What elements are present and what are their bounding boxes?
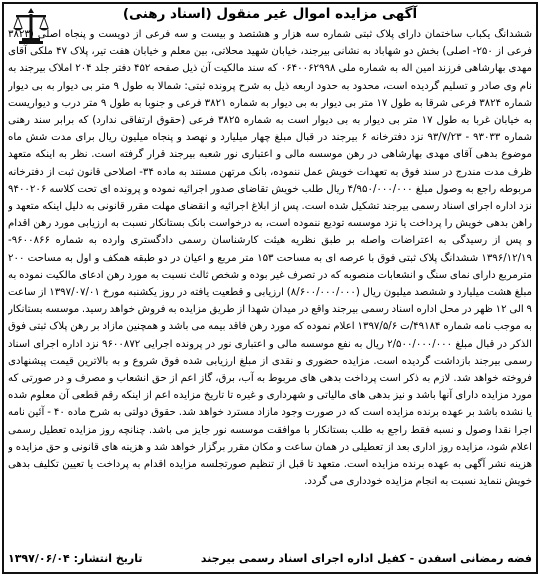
signature: فضه رمضانی اسفدن - کفیل اداره اجرای اسناد رسمی بیرجند <box>200 551 532 565</box>
notice-title: آگهی مزایده اموال غیر منقول (اسناد رهنی) <box>122 6 418 22</box>
notice-body: ششدانگ یکباب ساختمان دارای پلاک ثبتی شماره سه هزار و هشتصد و بیست و سه فرعی از دویست و پنجاه اصلی (۳۸۲۳ فرعی از ۲۵۰- اصلی) بخش دو شهاباد به نشانی بیرجند، خیابان شهید محلاتی، بین معلم و خیابان هفت تیر، پلاک ۴۷ ملکی آقای مهدی بهارشاهی فرزند امین اله به شماره ملی ۰۶۴۰۰۶۲۹۹۸ که سند مالکیت آن ذیل صفحه ۴۵۲ دفتر جلد ۲۰۴ املاک بیرجند به نام وی صادر و تسلیم گردیده است، محدود به حدود اربعه ذیل به شرح پرونده ثبتی: شمالا به طول ۹ متر بی دیوار به بی دیوار شماره ۳۸۲۴ فرعی شرقا به طول ۱۷ متر بی دیوار به بی دیوار به شماره ۳۸۲۱ فرعی و جنوبا به طول ۹ متر درب و دیواریست به خیابان غربا به طول ۱۷ متر بی دیوار به بی دیوار است به شماره ۳۸۲۵ فرعی (حقوق ارتفاقی ندارد) که برابر سند رهنی شماره ۹۳۰۳۳ - ۹۳/۷/۲۳ نزد دفترخانه ۶ بیرجند در قبال مبلغ چهار میلیارد و نهصد و پنجاه میلیون ریال برای مدت شش ماه موضوع بدهی آقای مهدی بهارشاهی در رهن موسسه مالی و اعتباری نور شعبه بیرجند قرار گرفته است. نظر به اینکه متعهد ظرف مدت مندرج در سند فوق به تعهدات خویش عمل ننموده، بانک مرتهن مستند به ماده ۳۴- اصلاحی قانون ثبت از دفترخانه مربوطه راجع به وصول مبلغ ۴/۹۵۰/۰۰۰/۰۰۰ ریال طلب خویش تقاضای صدور اجرائیه نموده و پرونده ای تحت کلاسه ۹۴۰۰۲۰۶ نزد اداره اجرای اسناد رسمی بیرجند تشکیل شده است. پس از ابلاغ اجرائیه و انقضای مهلت مقرر قانونی به دلیل اینکه متعهد و راهن بدهی خویش را پرداخت یا نزد موسسه تودیع ننموده است، به درخواست بانک بستانکار نسبت به ارزیابی مورد رهن اقدام و پس از رسیدگی به اعتراضات واصله بر طبق نظریه هیئت کارشناسان رسمی دادگستری وارده به شماره ۹۶۰۰۸۶۶- ۱۳۹۶/۱۲/۱۹ ششدانگ پلاک ثبتی فوق با عرصه ای به مساحت ۱۵۳ متر مربع و اعیان در دو طبقه همکف و اول به مساحت ۲۰۰ مترمربع دارای نمای سنگ و انشعابات منصوبه که در تصرف غیر بوده و شخص ثالث نسبت به مورد رهن ادعای مالکیت نموده به مبلغ هشت میلیارد و ششصد میلیون ریال (۸/۶۰۰/۰۰۰/۰۰۰) ارزیابی و قطعیت یافته در روز یکشنبه مورخ ۱۳۹۷/۰۷/۰۱ از ساعت ۹ الی ۱۲ ظهر در محل اداره اسناد رسمی بیرجند واقع در میدان شهدا از طریق مزایده به فروش خواهد رسید. موسسه بستانکار به موجب نامه شماره ۴۹۱۸۴/ت ۱۳۹۷/۵/۶ اعلام نموده که مورد رهن فاقد بیمه می باشد و همچنین مازاد بر رهن پلاک ثبتی فوق الذکر در قبال مبلغ ۲/۵۰۰/۰۰۰/۰۰۰ ریال به نفع موسسه مالی و اعتباری نور در پرونده اجرایی ۹۶۰۰۸۷۲ نزد اداره اجرای اسناد رسمی بیرجند بازداشت گردیده است. مزایده حضوری و نقدی از مبلغ ارزیابی شده فوق شروع و به بالاترین قیمت پیشنهادی فروخته خواهد شد. لازم به ذکر است پرداخت بدهی های مربوط به آب، برق، گاز اعم از حق انشعاب و مصرف و در صورتی که مورد مزایده دارای آنها باشد و نیز بدهی های مالیاتی و شهرداری و غیره تا تاریخ مزایده اعم از اینکه رقم قطعی آن معلوم شده یا نشده باشد بر عهده برنده مزایده است که در صورت وجود مازاد مسترد خواهد شد. حقوق دولتی به شرح ماده ۴۰ - آئین نامه اجرا نقدا وصول و نسبه فقط راجع به طلب بستانکار با موافقت موسسه نور جایز می باشد. چنانچه روز مزایده تعطیل رسمی اعلام شود، مزایده روز اداری بعد از تعطیلی در همان ساعت و مکان مقرر برگزار خواهد شد و هزینه های قانونی و حق مزایده و هزینه نشر آگهی به عهده برنده مزایده است. متعهد تا قبل از تنظیم صورتجلسه مزایده اقدام به پرداخت یا تعیین تکلیف بدهی خویش ننماید نسبت به انجام مزایده خودداری می گردد. <box>8 29 532 488</box>
notice-footer <box>8 548 532 568</box>
publish-date: تاریخ انتشار: ۱۳۹۷/۰۶/۰۴ <box>8 551 143 565</box>
